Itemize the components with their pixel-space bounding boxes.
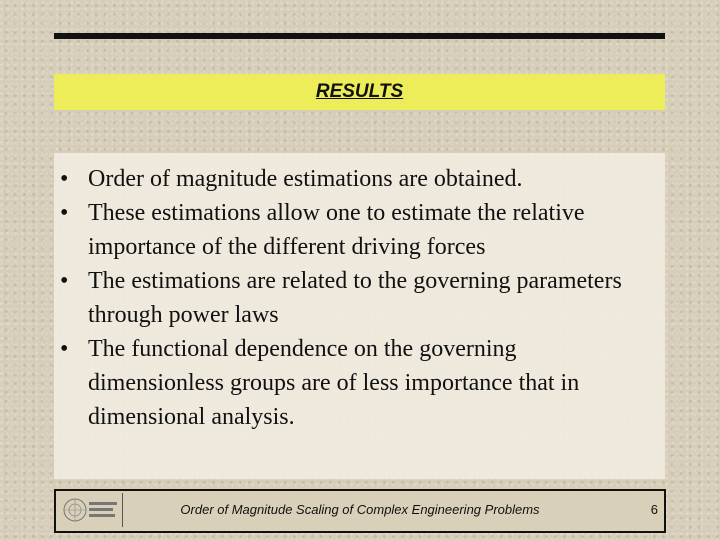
bullet-text: These estimations allow one to estimate the relative importance of the different driving forces xyxy=(88,200,585,260)
bullet-text: Order of magnitude estimations are obtained. xyxy=(88,166,523,192)
bullet-text: The estimations are related to the governing parameters through power laws xyxy=(88,268,622,328)
bullet-icon: • xyxy=(60,200,69,226)
bullet-item xyxy=(56,162,656,196)
bullet-item xyxy=(56,196,656,264)
footer-title: Order of Magnitude Scaling of Complex Engineering Problems xyxy=(180,502,540,517)
bullet-item xyxy=(56,264,656,332)
bullet-icon: • xyxy=(60,268,69,294)
page-number: 6 xyxy=(650,502,658,517)
bullet-text: The functional dependence on the governing dimensionless groups are of less importance that in dimensional analysis. xyxy=(88,336,580,430)
title-band xyxy=(54,74,665,110)
top-rule xyxy=(54,33,665,39)
slide-title: RESULTS xyxy=(315,81,404,102)
footer-bar xyxy=(54,489,666,533)
bullet-icon: • xyxy=(60,166,69,192)
bullet-icon: • xyxy=(60,336,69,362)
bullet-item xyxy=(56,332,656,434)
bullet-list xyxy=(56,162,656,434)
